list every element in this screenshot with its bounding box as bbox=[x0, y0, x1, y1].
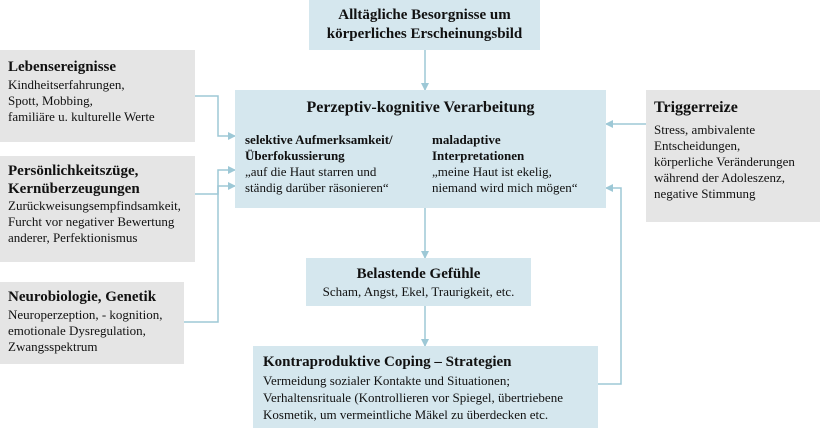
top-box-everyday-concerns bbox=[309, 0, 540, 50]
personality-title-line: Kernüberzeugungen bbox=[8, 181, 140, 197]
maladaptive-heading-line: maladaptive bbox=[432, 132, 501, 147]
coping-box-counterproductive-strategies bbox=[253, 346, 598, 428]
life-events-title: Lebensereignisse bbox=[8, 59, 117, 75]
neurobiology-body-line: emotionale Dysregulation, bbox=[8, 323, 146, 338]
coping-body-line: Verhaltensrituale (Kontrollieren vor Spiegel, übertriebene bbox=[263, 390, 563, 405]
personality-title-line: Persönlichkeitszüge, bbox=[8, 163, 139, 179]
maladaptive-quote-line: niemand wird mich mögen“ bbox=[432, 180, 578, 195]
life-events-body-line: familiäre u. kulturelle Werte bbox=[8, 109, 155, 124]
trigger-body-line: Entscheidungen, bbox=[654, 138, 741, 153]
trigger-body-line: körperliche Veränderungen bbox=[654, 154, 795, 169]
left-box-personality-traits bbox=[0, 156, 195, 262]
left-box-life-events bbox=[0, 50, 195, 142]
trigger-body-line: während der Adoleszenz, bbox=[654, 170, 786, 185]
personality-body-line: Furcht vor negativer Bewertung bbox=[8, 214, 175, 229]
neurobiology-body-line: Zwangsspektrum bbox=[8, 339, 98, 354]
feelings-body: Scham, Angst, Ekel, Traurigkeit, etc. bbox=[322, 284, 515, 299]
maladaptive-interpretations-column bbox=[432, 132, 578, 196]
selective-attention-quote-line: „auf die Haut starren und bbox=[245, 164, 377, 179]
neurobiology-title: Neurobiologie, Genetik bbox=[8, 289, 157, 305]
coping-body-line: Vermeidung sozialer Kontakte und Situationen; bbox=[263, 373, 510, 388]
trigger-title: Triggerreize bbox=[654, 99, 738, 116]
left-box-neurobiology bbox=[0, 282, 184, 364]
maladaptive-heading-line: Interpretationen bbox=[432, 148, 525, 163]
neurobiology-body-line: Neuroperzeption, - kognition, bbox=[8, 307, 163, 322]
life-events-body-line: Spott, Mobbing, bbox=[8, 93, 93, 108]
coping-title: Kontraproduktive Coping – Strategien bbox=[263, 354, 512, 370]
maladaptive-quote-line: „meine Haut ist ekelig, bbox=[432, 164, 552, 179]
selective-attention-heading-line: selektive Aufmerksamkeit/ bbox=[245, 132, 393, 147]
coping-body-line: Kosmetik, um vermeintliche Mäkel zu überdecken etc. bbox=[263, 407, 549, 422]
top-box-title-line: körperliches Erscheinungsbild bbox=[326, 26, 523, 42]
arrow-personality-to-center bbox=[195, 170, 235, 194]
center-box-title: Perzeptiv-kognitive Verarbeitung bbox=[306, 99, 535, 116]
trigger-body-line: Stress, ambivalente bbox=[654, 122, 756, 137]
personality-body-line: anderer, Perfektionismus bbox=[8, 230, 138, 245]
center-box-perceptual-cognitive-processing bbox=[235, 90, 606, 208]
selective-attention-column bbox=[245, 132, 393, 196]
personality-body-line: Zurückweisungsempfindsamkeit, bbox=[8, 198, 181, 213]
arrow-coping-feedback-to-center bbox=[598, 188, 621, 384]
selective-attention-quote-line: ständig darüber räsonieren“ bbox=[245, 180, 389, 195]
trigger-body-line: negative Stimmung bbox=[654, 186, 756, 201]
top-box-title-line: Alltägliche Besorgnisse um bbox=[338, 7, 511, 23]
arrow-life-events-to-center bbox=[195, 96, 235, 136]
life-events-body-line: Kindheitserfahrungen, bbox=[8, 77, 125, 92]
right-box-trigger-stimuli bbox=[646, 90, 820, 222]
selective-attention-heading-line: Überfokussierung bbox=[245, 148, 345, 163]
feelings-title: Belastende Gefühle bbox=[356, 266, 481, 282]
feelings-box-distressing-emotions bbox=[306, 258, 531, 306]
